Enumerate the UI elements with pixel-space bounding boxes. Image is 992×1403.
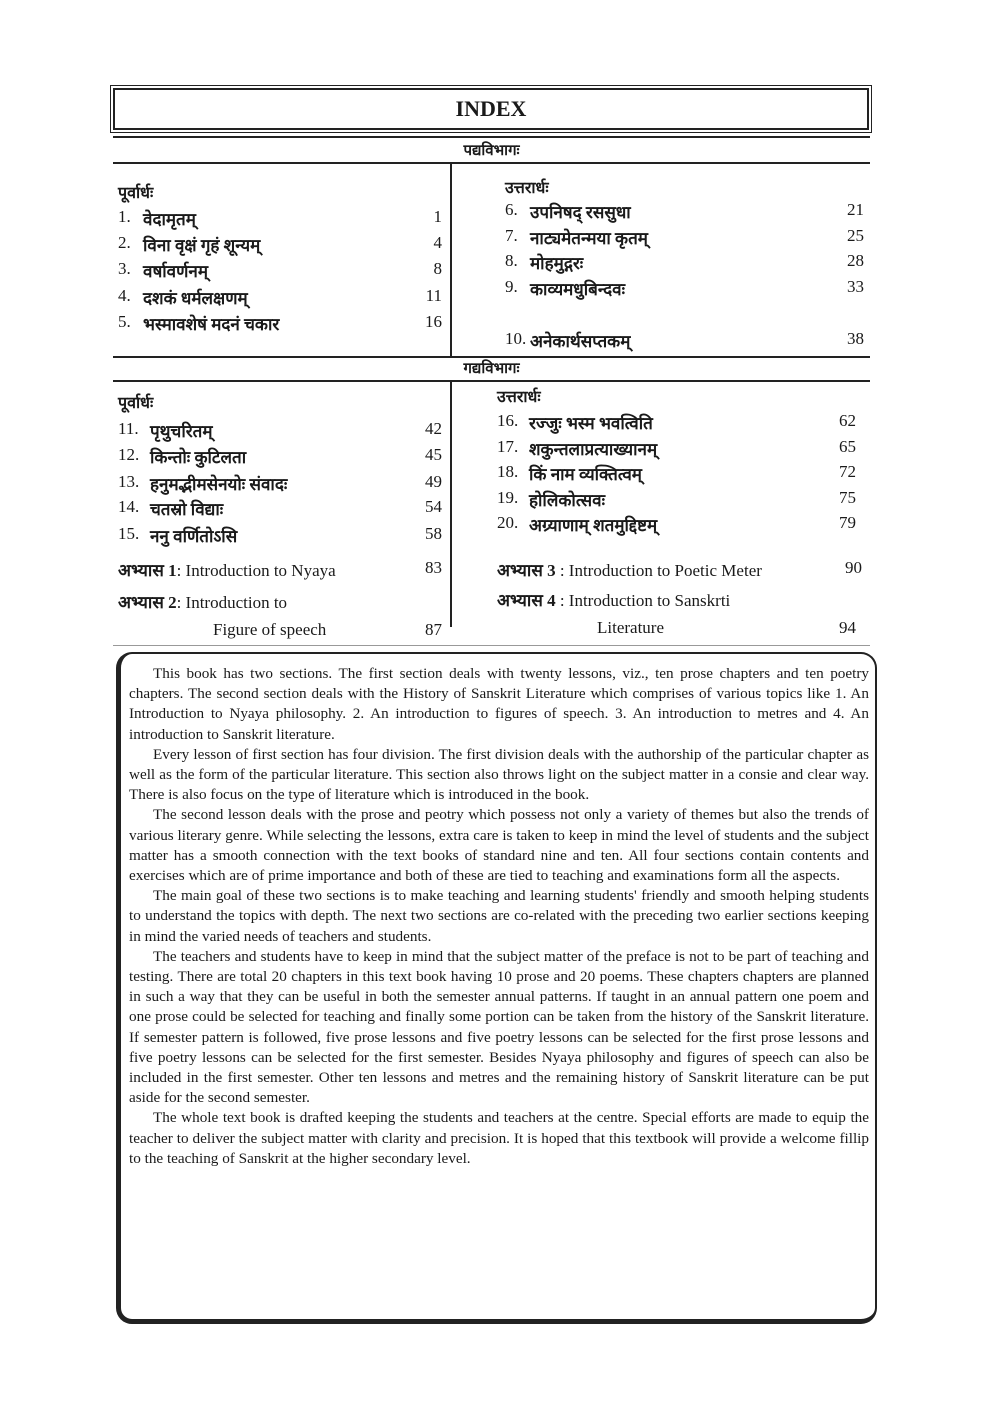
exercise-row — [497, 588, 730, 611]
prose-section-heading: गद्यविभागः — [463, 361, 520, 377]
exercise-row — [118, 558, 336, 581]
item-title: शकुन्तलाप्रत्याख्यानम् — [529, 440, 658, 459]
item-page: 72 — [839, 462, 856, 481]
item-number: 15. — [118, 524, 140, 543]
item-title: वर्षावर्णनम् — [143, 262, 209, 281]
divider — [113, 136, 870, 138]
exercise-label: अभ्यास 3 — [497, 561, 556, 580]
item-number: 13. — [118, 472, 140, 491]
exercise-label: अभ्यास 2 — [118, 593, 177, 612]
exercise-row — [118, 590, 287, 613]
exercise-title: : Introduction to Sanskrti — [555, 591, 731, 610]
item-title: चतस्रो विद्याः — [150, 500, 224, 519]
exercise-page: 83 — [425, 558, 442, 577]
item-page: 65 — [839, 437, 856, 456]
item-page: 42 — [425, 419, 442, 438]
preface-paragraph: The second lesson deals with the prose and peotry which possess not only a variety of themes but also the trends of various literary genre. While selecting the lessons, extra care is taken to keep in mind the level of students and the subject matter has a smooth connection with the text books of standard nine and ten. All four sections contain contents and exercises which are of prime importance and both of these are tied to teaching and examinations form all the aspects. — [129, 806, 869, 885]
item-number: 19. — [497, 488, 519, 507]
preface-paragraph: The whole text book is drafted keeping the students and teachers at the centre. Special efforts are made to equip the teacher to deliver the subject matter with clarity and precision. It is hoped that this textbook will provide a welcome fillip to the teaching of Sanskrit at the higher secondary level. — [129, 1109, 869, 1167]
half-heading: उत्तरार्धः — [497, 389, 541, 406]
exercise-title: : Introduction to Nyaya — [176, 561, 336, 580]
item-page: 33 — [847, 277, 864, 296]
item-number: 8. — [505, 251, 518, 270]
preface-paragraph: The teachers and students have to keep in mind that the subject matter of the preface is not to be part of teaching and testing. There are total 20 chapters in this text book having 10 prose and 20 poems. These chapters chapters are planned in such a way that they can be useful in both the semester annual patterns. If taught in an annual pattern one poem and one prose could be selected for teaching and finally some portion can be taken from the history of the Sanskrit literature. If semester pattern is followed, five prose lessons and five poetry lessons can be selected for the first prose lessons and five poetry lessons can be selected for the first semester. Besides Nyaya philosophy and figures of speech can also be included in the first semester. Other ten lessons and metres and the remaining history of Sanskrit literature can be put aside for the second semester. — [129, 947, 869, 1107]
half-heading: उत्तरार्धः — [505, 180, 549, 197]
item-page: 1 — [433, 207, 442, 226]
exercise-page: 90 — [845, 558, 862, 577]
exercise-row — [497, 558, 762, 581]
item-title: रज्जुः भस्म भवत्विति — [529, 414, 653, 433]
item-title: अनेकार्थसप्तकम् — [530, 332, 631, 351]
preface-paragraph: This book has two sections. The first section deals with twenty lessons, viz., ten prose chapters and ten poetry chapters. The second section deals with the History of Sanskrit Literature which comprises of various topics like 1. An Introduction to Nyaya philosophy. 2. An introduction to figures of speech. 3. An introduction to metres and 4. An introduction to Sanskrit literature. — [129, 665, 869, 743]
item-number: 20. — [497, 513, 519, 532]
item-number: 6. — [505, 200, 518, 219]
item-number: 16. — [497, 411, 519, 430]
item-title: मोहमुद्गरः — [530, 254, 584, 273]
exercise-title: : Introduction to Poetic Meter — [555, 561, 762, 580]
item-title: किन्तोः कुटिलता — [150, 448, 247, 467]
preface-paragraph: Every lesson of first section has four division. The first division deals with the authorship of the particular chapter as well as the form of the particular literature. This section also throws light on the subject matter in a consie and clear way. There is also focus on the type of literature which is introduced in the book. — [129, 745, 869, 804]
exercise-label: अभ्यास 4 — [497, 591, 556, 610]
item-page: 21 — [847, 200, 864, 219]
half-heading: पूर्वार्धः — [118, 185, 154, 202]
item-number: 9. — [505, 277, 518, 296]
item-page: 49 — [425, 472, 442, 491]
item-number: 2. — [118, 233, 131, 252]
item-title: होलिकोत्सवः — [529, 491, 606, 510]
item-number: 12. — [118, 445, 140, 464]
item-number: 7. — [505, 226, 518, 245]
divider — [113, 162, 870, 164]
item-number: 17. — [497, 437, 519, 456]
item-title: काव्यमधुबिन्दवः — [530, 280, 626, 299]
item-page: 75 — [839, 488, 856, 507]
item-number: 18. — [497, 462, 519, 481]
exercise-label: अभ्यास 1 — [118, 561, 177, 580]
exercise-page: 94 — [839, 618, 856, 637]
exercise-title-cont: Figure of speech — [213, 620, 327, 639]
item-title: दशकं धर्मलक्षणम् — [143, 289, 248, 308]
item-number: 3. — [118, 259, 131, 278]
item-number: 14. — [118, 497, 140, 516]
poetry-section-heading: पद्यविभागः — [463, 143, 520, 159]
item-number: 10. — [505, 329, 527, 348]
item-page: 8 — [433, 259, 442, 278]
item-page: 54 — [425, 497, 442, 516]
item-title: हनुमद्भीमसेनयोः संवादः — [150, 475, 288, 494]
exercise-title-cont: Literature — [597, 618, 665, 637]
divider — [113, 380, 870, 382]
preface-paragraph: The main goal of these two sections is to make teaching and learning students' friendly and smooth helping students to understand the topics with depth. The next two sections are co-related with the preceding two earlier sections keeping in mind the varied needs of teachers and students. — [129, 887, 869, 945]
item-number: 4. — [118, 286, 131, 305]
item-page: 16 — [425, 312, 442, 331]
item-page: 79 — [839, 513, 856, 532]
exercise-title: : Introduction to — [176, 593, 288, 612]
item-title: उपनिषद् रससुधा — [530, 203, 631, 222]
item-page: 11 — [425, 286, 442, 305]
item-title: भस्मावशेषं मदनं चकार — [143, 315, 280, 334]
half-heading: पूर्वार्धः — [118, 395, 154, 412]
item-page: 25 — [847, 226, 864, 245]
item-title: वेदामृतम् — [143, 210, 196, 229]
divider — [113, 645, 870, 646]
item-page: 58 — [425, 524, 442, 543]
item-title: ननु वर्णितोऽसि — [150, 527, 238, 546]
item-page: 62 — [839, 411, 856, 430]
item-page: 28 — [847, 251, 864, 270]
item-number: 5. — [118, 312, 131, 331]
item-page: 38 — [847, 329, 864, 348]
preface-box — [116, 652, 877, 1324]
item-title: अग्र्याणाम् शतमुद्दिष्टम् — [529, 516, 658, 535]
item-title: किं नाम व्यक्तित्वम् — [529, 465, 642, 484]
item-page: 4 — [433, 233, 442, 252]
item-title: पृथुचरितम् — [150, 422, 213, 441]
item-title: नाट्यमेतन्मया कृतम् — [530, 229, 648, 248]
exercise-page: 87 — [425, 620, 442, 639]
item-number: 11. — [118, 419, 139, 438]
item-number: 1. — [118, 207, 131, 226]
column-divider — [450, 163, 452, 357]
index-title: INDEX — [113, 88, 869, 130]
item-title: विना वृक्षं गृहं शून्यम् — [143, 236, 261, 255]
column-divider — [450, 381, 452, 627]
item-page: 45 — [425, 445, 442, 464]
